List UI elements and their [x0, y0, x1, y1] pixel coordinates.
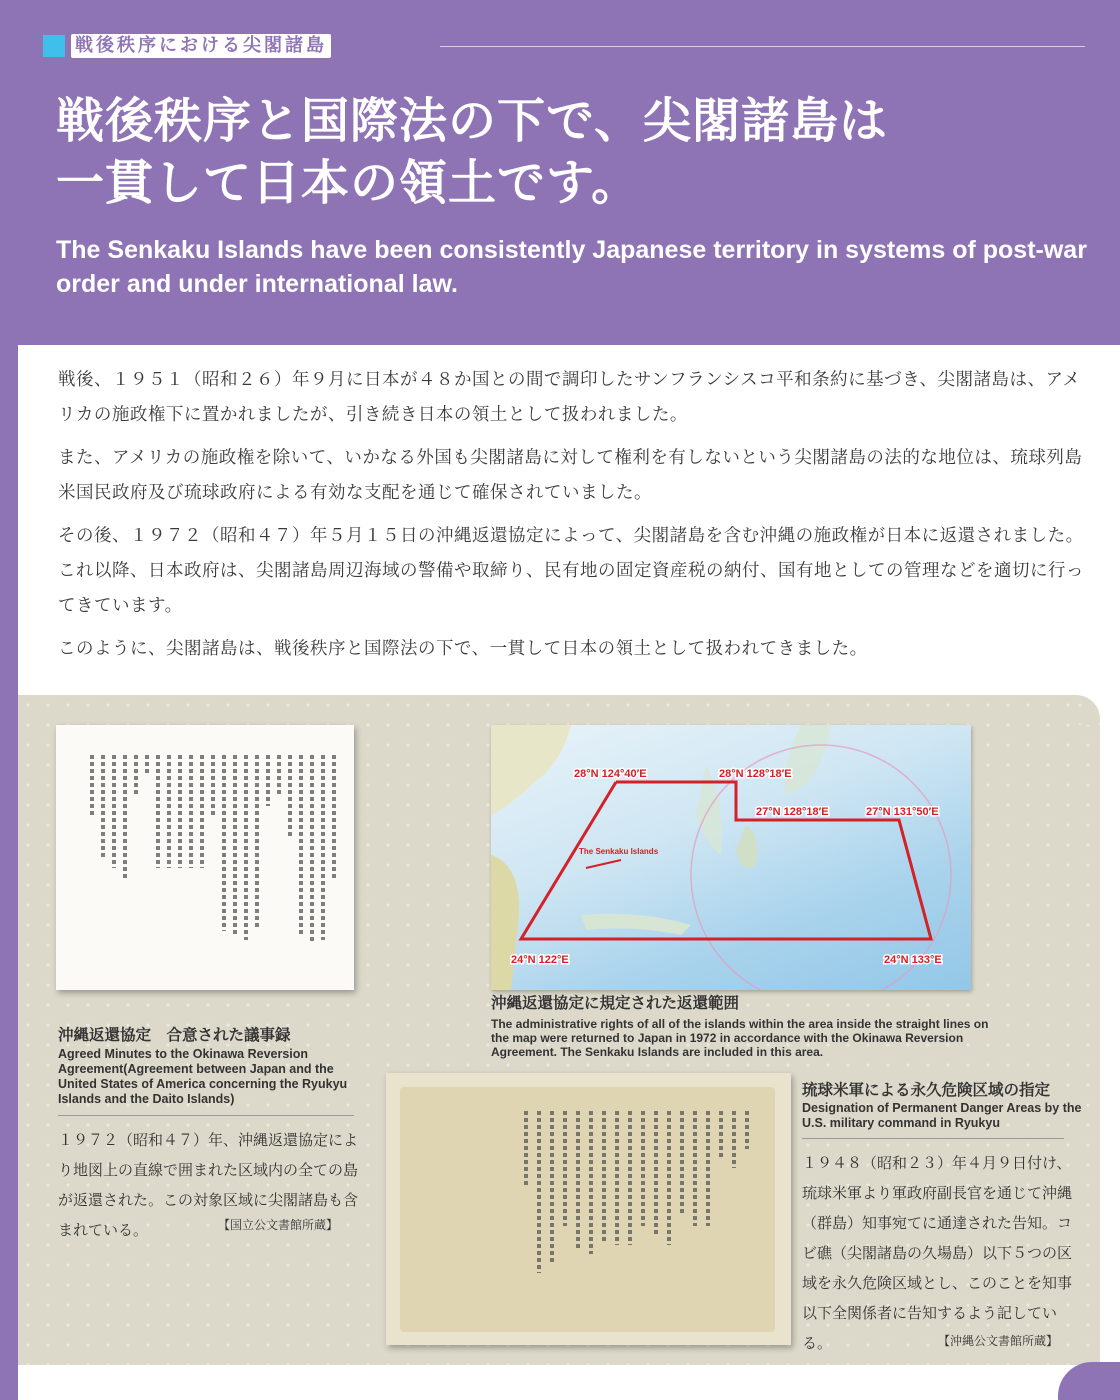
body-text	[58, 363, 1088, 675]
section-label	[43, 33, 331, 59]
paragraph-3: その後、１９７２（昭和４７）年５月１５日の沖縄返還協定によって、尖閣諸島を含む沖縄の施政権が日本に返還されました。これ以降、日本政府は、尖閣諸島周辺海域の警備や取締り、民有地の固定資産税の納付、国有地としての管理などを適切に行ってきています。	[58, 526, 1084, 616]
section-divider	[440, 46, 1085, 47]
coord-label-n: 28°N 128°18′E	[719, 768, 792, 780]
paragraph-2: また、アメリカの施政権を除いて、いかなる外国も尖閣諸島に対して権利を有しないという尖閣諸島の法的な地位は、琉球列島米国民政府及び琉球政府による有効な支配を通じて確保されていました。	[58, 448, 1083, 503]
document-text-columns	[430, 1111, 749, 1302]
header-banner	[0, 0, 1120, 345]
coord-label-ne: 27°N 131°50′E	[866, 806, 939, 818]
page-title-line2: 一貫して日本の領土です。	[56, 155, 641, 211]
coord-label-se: 24°N 133°E	[884, 954, 942, 966]
figure3-caption-ja: 琉球米軍による永久危険区域の指定	[802, 1081, 1051, 1099]
section-label-text: 戦後秩序における尖閣諸島	[71, 34, 331, 58]
figure1-divider	[58, 1115, 354, 1116]
figure2-caption-en: The administrative rights of all of the islands within the area inside the straight lines on the map were returned to Japan in 1972 in accordance with the Okinawa Reversion Agreement. The Senkaku Islands are included in this area.	[491, 1017, 989, 1059]
page-title	[56, 90, 1096, 214]
paragraph-4: このように、尖閣諸島は、戦後秩序と国際法の下で、一貫して日本の領土として扱われてきました。	[58, 639, 868, 659]
document-page	[400, 1087, 775, 1332]
figure1-caption-ja: 沖縄返還協定 合意された議事録	[58, 1026, 291, 1044]
figure3-source: 【沖縄公文書館所蔵】	[938, 1334, 1059, 1348]
senkaku-label: The Senkaku Islands	[579, 847, 659, 856]
figure2-caption-ja: 沖縄返還協定に規定された返還範囲	[491, 994, 740, 1012]
reversion-area-map	[491, 725, 971, 990]
coord-label-nw: 28°N 124°40′E	[574, 768, 647, 780]
paragraph-1: 戦後、１９５１（昭和２６）年９月に日本が４８か国との間で調印したサンフランシスコ平和条約に基づき、尖閣諸島は、アメリカの施政権下に置かれましたが、引き続き日本の領土として扱われました。	[58, 370, 1081, 425]
document-text-columns	[74, 755, 336, 960]
coord-label-sw: 24°N 122°E	[511, 954, 569, 966]
section-square-icon	[43, 35, 65, 57]
page-subtitle-en: The Senkaku Islands have been consistently Japanese territory in systems of post-war order and under international law.	[56, 236, 1087, 298]
figure1-source: 【国立公文書館所蔵】	[218, 1218, 339, 1232]
map-svg	[491, 725, 971, 990]
content-panel	[18, 345, 1120, 1400]
figure1-description: １９７２（昭和４７）年、沖縄返還協定により地図上の直線で囲まれた区域内の全ての島が返還された。この対象区域に尖閣諸島も含まれている。	[58, 1131, 359, 1239]
figure3-caption-en: Designation of Permanent Danger Areas by the U.S. military command in Ryukyu	[802, 1101, 1082, 1130]
amami-islands	[785, 725, 831, 795]
figure3-divider	[802, 1138, 1064, 1139]
senkaku-pointer	[586, 860, 621, 868]
okinawa-island	[736, 825, 757, 868]
taiwan-land	[491, 855, 519, 990]
sakishima-islands	[581, 914, 691, 935]
danger-area-document-image	[386, 1073, 791, 1345]
china-coast	[491, 725, 571, 815]
figure3-description: １９４８（昭和２３）年４月９日付け、琉球米軍より軍政府副長官を通じて沖縄（群島）知事宛てに通達された告知。コビ礁（尖閣諸島の久場島）以下５つの区域を永久危険区域とし、このことを知事以下全関係者に告知するよう記している。	[802, 1154, 1073, 1352]
agreed-minutes-document-image	[56, 725, 354, 990]
coord-label-mid: 27°N 128°18′E	[756, 806, 829, 818]
figure1-caption-en: Agreed Minutes to the Okinawa Reversion Agreement(Agreement between Japan and the United States of America concerning the Ryukyu Islands and the Daito Islands)	[58, 1047, 348, 1106]
page-title-line1: 戦後秩序と国際法の下で、尖閣諸島は	[56, 93, 889, 149]
